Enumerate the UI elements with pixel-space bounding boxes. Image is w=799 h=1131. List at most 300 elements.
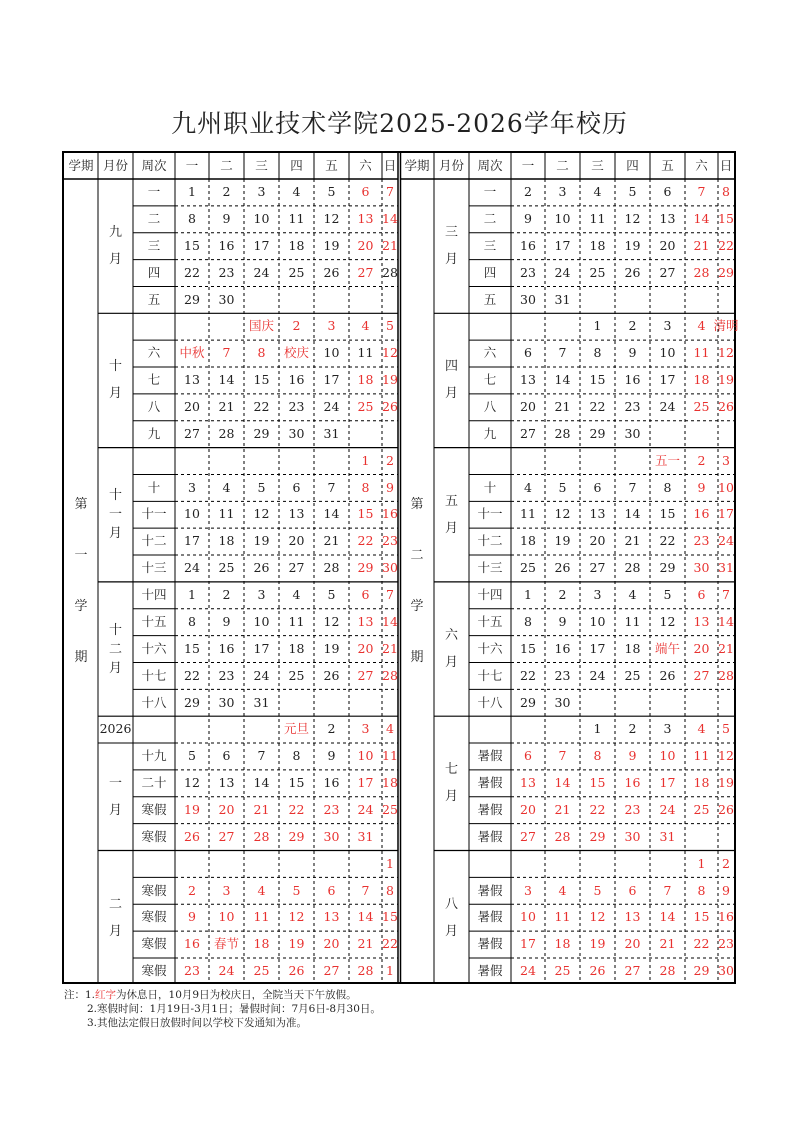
day-cell — [615, 286, 650, 313]
day-cell: 25 — [288, 667, 305, 683]
day-cell: 9 — [386, 479, 394, 495]
day-cell — [650, 689, 685, 716]
day-cell: 6 — [593, 479, 602, 495]
day-cell: 2 — [628, 318, 637, 334]
day-cell: 28 — [718, 667, 734, 683]
day-cell: 29 — [693, 963, 710, 979]
header-7: 五 — [325, 157, 338, 173]
day-cell: 8 — [386, 882, 394, 898]
year-label: 2026 — [99, 721, 132, 737]
day-cell: 15 — [589, 775, 606, 791]
day-cell: 29 — [288, 828, 305, 844]
day-cell: 18 — [382, 775, 398, 791]
day-cell: 25 — [218, 560, 235, 576]
month-label: 二 月 — [108, 896, 122, 939]
day-cell: 9 — [628, 345, 637, 361]
day-cell: 23 — [323, 801, 340, 817]
day-cell: 25 — [520, 560, 536, 576]
day-cell: 2 — [188, 882, 196, 898]
month-label: 一 月 — [108, 775, 122, 818]
day-cell: 7 — [386, 587, 394, 603]
day-cell: 23 — [218, 264, 235, 280]
day-cell — [209, 716, 244, 743]
week-cell: 五 — [483, 291, 497, 307]
day-cell: 7 — [222, 345, 231, 361]
month-label: 三 月 — [444, 225, 458, 268]
week-cell: 十五 — [141, 613, 167, 629]
notes — [64, 988, 381, 1030]
day-cell: 9 — [188, 909, 196, 925]
day-cell: 13 — [184, 372, 200, 388]
day-cell: 18 — [693, 372, 710, 388]
day-cell: 29 — [357, 560, 374, 576]
day-cell: 19 — [323, 640, 340, 656]
day-cell: 17 — [659, 775, 676, 791]
month-label: 八 月 — [444, 896, 458, 939]
day-cell: 31 — [718, 560, 734, 576]
day-cell: 2 — [222, 184, 231, 200]
day-cell: 27 — [693, 667, 710, 683]
day-cell: 25 — [253, 963, 270, 979]
day-cell: 15 — [357, 506, 374, 522]
day-cell: 24 — [357, 801, 374, 817]
day-cell: 5 — [593, 882, 602, 898]
week-cell — [133, 448, 175, 475]
day-cell: 21 — [718, 640, 734, 656]
day-cell: 31 — [357, 828, 374, 844]
day-cell: 10 — [520, 909, 536, 925]
day-cell: 24 — [589, 667, 606, 683]
day-cell: 22 — [589, 399, 606, 415]
day-cell: 28 — [554, 828, 571, 844]
day-cell: 12 — [659, 613, 676, 629]
day-cell: 1 — [697, 855, 706, 871]
day-cell: 4 — [361, 318, 370, 334]
day-cell: 4 — [558, 882, 567, 898]
day-cell: 10 — [589, 613, 606, 629]
day-cell: 21 — [382, 237, 398, 253]
day-cell: 26 — [382, 399, 398, 415]
day-cell: 10 — [659, 345, 676, 361]
day-cell: 16 — [218, 640, 235, 656]
day-cell: 12 — [589, 909, 606, 925]
day-cell: 8 — [722, 184, 730, 200]
day-cell: 7 — [697, 184, 706, 200]
day-cell — [545, 716, 580, 743]
day-cell: 8 — [292, 748, 301, 764]
day-cell: 8 — [257, 345, 266, 361]
day-cell — [580, 448, 615, 475]
day-cell: 30 — [218, 291, 235, 307]
day-cell: 20 — [218, 801, 235, 817]
day-cell: 22 — [659, 533, 676, 549]
month-label: 九 月 — [108, 225, 122, 268]
day-cell: 11 — [382, 748, 398, 764]
day-cell: 8 — [593, 748, 602, 764]
day-cell: 28 — [659, 963, 676, 979]
day-cell: 10 — [253, 211, 270, 227]
day-cell — [314, 851, 349, 878]
note-line-1-text: 为休息日，10月9日为校庆日，全院当天下午放假。 — [116, 989, 357, 1001]
header-3: 一 — [185, 157, 199, 173]
day-cell: 3 — [558, 184, 567, 200]
day-cell: 28 — [693, 264, 710, 280]
day-cell: 4 — [628, 587, 637, 603]
day-cell: 25 — [554, 963, 571, 979]
day-cell: 21 — [323, 533, 340, 549]
day-cell: 6 — [222, 748, 231, 764]
day-cell: 16 — [624, 775, 641, 791]
day-cell: 18 — [253, 936, 270, 952]
day-cell: 6 — [292, 479, 301, 495]
week-cell: 十四 — [141, 587, 167, 603]
header-3: 一 — [521, 157, 535, 173]
day-cell: 28 — [357, 963, 374, 979]
day-cell — [511, 448, 545, 475]
week-cell: 七 — [483, 372, 497, 388]
week-cell: 九 — [483, 425, 497, 441]
day-cell: 19 — [323, 237, 340, 253]
header-0: 学期 — [68, 157, 94, 173]
day-cell: 22 — [718, 237, 734, 253]
day-cell: 11 — [624, 613, 641, 629]
day-cell: 17 — [253, 640, 270, 656]
day-cell: 5 — [327, 184, 336, 200]
day-cell: 26 — [323, 264, 340, 280]
day-cell: 30 — [288, 425, 305, 441]
day-cell: 29 — [589, 425, 606, 441]
day-cell: 26 — [554, 560, 571, 576]
day-cell — [244, 851, 279, 878]
day-cell — [209, 313, 244, 340]
week-cell: 八 — [147, 399, 161, 415]
note-line-1 — [64, 988, 381, 1002]
day-cell — [685, 421, 718, 448]
day-cell: 13 — [323, 909, 340, 925]
week-cell — [469, 313, 511, 340]
header-8: 六 — [695, 157, 708, 173]
day-cell: 1 — [524, 587, 532, 603]
day-cell: 28 — [554, 425, 571, 441]
day-cell — [175, 313, 209, 340]
day-cell: 22 — [693, 936, 710, 952]
header-0: 学期 — [404, 157, 430, 173]
day-cell: 15 — [693, 909, 710, 925]
day-cell: 18 — [520, 533, 536, 549]
week-cell: 九 — [147, 425, 161, 441]
day-cell: 13 — [693, 613, 710, 629]
day-cell: 17 — [323, 372, 340, 388]
header-5: 三 — [591, 157, 604, 173]
week-cell: 暑假 — [477, 936, 503, 952]
day-cell: 27 — [357, 667, 374, 683]
day-cell: 5 — [722, 721, 730, 737]
day-cell: 4 — [292, 184, 301, 200]
day-cell: 2 — [722, 855, 730, 871]
week-cell — [469, 448, 511, 475]
day-cell: 28 — [218, 425, 235, 441]
week-cell — [133, 313, 175, 340]
day-cell: 21 — [624, 533, 641, 549]
day-cell: 12 — [323, 613, 340, 629]
day-cell — [175, 448, 209, 475]
note-prefix: 注：1. — [64, 989, 96, 1001]
day-cell: 10 — [323, 345, 340, 361]
week-cell: 寒假 — [141, 828, 167, 844]
day-cell: 14 — [218, 372, 235, 388]
day-cell: 1 — [593, 318, 602, 334]
day-cell: 12 — [382, 345, 398, 361]
day-cell: 19 — [718, 372, 734, 388]
day-cell: 21 — [218, 399, 235, 415]
day-cell: 6 — [663, 184, 672, 200]
day-cell: 五一 — [654, 452, 680, 468]
day-cell: 7 — [386, 184, 394, 200]
day-cell: 14 — [382, 211, 398, 227]
day-cell: 17 — [520, 936, 536, 952]
day-cell: 1 — [188, 184, 196, 200]
day-cell: 18 — [288, 640, 305, 656]
day-cell: 21 — [382, 640, 398, 656]
day-cell: 13 — [624, 909, 641, 925]
week-cell: 十八 — [141, 694, 167, 710]
week-cell: 十一 — [141, 506, 167, 522]
day-cell: 31 — [253, 694, 270, 710]
week-cell: 十五 — [477, 613, 503, 629]
week-cell — [133, 851, 175, 878]
day-cell — [545, 448, 580, 475]
week-cell: 十 — [147, 479, 161, 495]
day-cell: 春节 — [213, 936, 239, 952]
day-cell: 24 — [554, 264, 571, 280]
day-cell: 23 — [624, 801, 641, 817]
month-label: 十 二 月 — [108, 622, 122, 676]
day-cell: 16 — [624, 372, 641, 388]
day-cell: 21 — [253, 801, 270, 817]
day-cell — [650, 851, 685, 878]
day-cell: 12 — [554, 506, 571, 522]
day-cell: 23 — [218, 667, 235, 683]
day-cell: 8 — [697, 882, 706, 898]
day-cell: 12 — [253, 506, 270, 522]
day-cell: 2 — [558, 587, 567, 603]
day-cell — [279, 286, 314, 313]
day-cell: 18 — [589, 237, 606, 253]
day-cell: 3 — [361, 721, 370, 737]
week-cell — [469, 851, 511, 878]
day-cell: 13 — [659, 211, 676, 227]
header-6: 四 — [626, 157, 639, 173]
day-cell: 2 — [386, 452, 394, 468]
header-9: 日 — [383, 157, 397, 173]
day-cell: 11 — [554, 909, 571, 925]
day-cell: 22 — [382, 936, 398, 952]
week-cell: 七 — [147, 372, 161, 388]
day-cell: 27 — [184, 425, 200, 441]
day-cell: 26 — [253, 560, 270, 576]
day-cell: 26 — [624, 264, 641, 280]
day-cell — [685, 824, 718, 851]
day-cell: 13 — [357, 613, 374, 629]
day-cell: 12 — [288, 909, 305, 925]
day-cell — [615, 448, 650, 475]
day-cell: 14 — [659, 909, 676, 925]
day-cell: 9 — [722, 882, 730, 898]
day-cell: 18 — [554, 936, 571, 952]
day-cell: 4 — [524, 479, 532, 495]
week-cell: 十三 — [477, 560, 503, 576]
day-cell — [279, 851, 314, 878]
header-1: 月份 — [438, 157, 464, 173]
day-cell: 5 — [257, 479, 266, 495]
day-cell: 30 — [520, 291, 536, 307]
day-cell: 29 — [253, 425, 270, 441]
day-cell: 20 — [323, 936, 340, 952]
day-cell: 15 — [718, 211, 734, 227]
day-cell — [650, 286, 685, 313]
day-cell: 4 — [257, 882, 266, 898]
semester-label: 第 二 学 期 — [410, 496, 424, 665]
day-cell: 3 — [327, 318, 336, 334]
day-cell: 3 — [524, 882, 532, 898]
day-cell: 15 — [659, 506, 676, 522]
day-cell: 5 — [327, 587, 336, 603]
day-cell: 18 — [288, 237, 305, 253]
day-cell: 23 — [693, 533, 710, 549]
day-cell: 7 — [361, 882, 370, 898]
day-cell: 1 — [593, 721, 602, 737]
day-cell: 5 — [663, 587, 672, 603]
day-cell: 19 — [382, 372, 398, 388]
day-cell: 22 — [184, 264, 200, 280]
day-cell: 21 — [554, 399, 571, 415]
day-cell: 4 — [697, 721, 706, 737]
day-cell: 23 — [554, 667, 571, 683]
day-cell: 11 — [693, 345, 710, 361]
week-cell: 寒假 — [141, 936, 167, 952]
week-cell: 二十 — [141, 775, 167, 791]
week-cell: 十六 — [141, 640, 167, 656]
day-cell: 13 — [520, 775, 536, 791]
day-cell: 4 — [292, 587, 301, 603]
day-cell: 19 — [253, 533, 270, 549]
day-cell: 15 — [520, 640, 536, 656]
day-cell — [615, 851, 650, 878]
week-cell: 寒假 — [141, 963, 167, 979]
day-cell — [314, 286, 349, 313]
day-cell: 24 — [253, 264, 270, 280]
day-cell — [382, 421, 398, 448]
day-cell: 30 — [693, 560, 710, 576]
day-cell: 3 — [188, 479, 196, 495]
day-cell: 29 — [718, 264, 734, 280]
header-5: 三 — [255, 157, 268, 173]
day-cell: 13 — [357, 211, 374, 227]
day-cell: 3 — [257, 184, 266, 200]
semester-label: 第 一 学 期 — [74, 496, 88, 665]
day-cell: 5 — [628, 184, 637, 200]
month-label: 五 月 — [444, 493, 458, 536]
day-cell: 1 — [386, 963, 394, 979]
day-cell: 2 — [524, 184, 532, 200]
day-cell: 2 — [697, 452, 706, 468]
day-cell: 29 — [184, 694, 200, 710]
day-cell: 26 — [288, 963, 305, 979]
day-cell: 11 — [520, 506, 536, 522]
day-cell: 4 — [593, 184, 602, 200]
day-cell: 6 — [327, 882, 336, 898]
day-cell — [580, 689, 615, 716]
day-cell — [244, 716, 279, 743]
day-cell: 20 — [288, 533, 305, 549]
day-cell: 29 — [659, 560, 676, 576]
day-cell: 16 — [693, 506, 710, 522]
day-cell — [209, 448, 244, 475]
day-cell: 3 — [663, 721, 672, 737]
day-cell: 29 — [520, 694, 536, 710]
day-cell: 中秋 — [179, 345, 205, 361]
week-cell: 暑假 — [477, 801, 503, 817]
day-cell: 26 — [718, 801, 734, 817]
day-cell: 11 — [589, 211, 606, 227]
day-cell: 9 — [524, 211, 532, 227]
day-cell: 25 — [288, 264, 305, 280]
day-cell: 9 — [558, 613, 567, 629]
day-cell: 12 — [718, 748, 734, 764]
day-cell: 31 — [659, 828, 676, 844]
day-cell: 13 — [520, 372, 536, 388]
day-cell: 6 — [524, 345, 532, 361]
week-cell: 十八 — [477, 694, 503, 710]
week-cell: 十七 — [141, 667, 167, 683]
day-cell: 8 — [361, 479, 370, 495]
day-cell: 9 — [628, 748, 637, 764]
day-cell: 14 — [693, 211, 710, 227]
day-cell: 20 — [520, 399, 536, 415]
day-cell: 14 — [624, 506, 641, 522]
day-cell: 28 — [323, 560, 340, 576]
day-cell: 22 — [184, 667, 200, 683]
week-cell: 四 — [147, 264, 161, 280]
day-cell: 14 — [357, 909, 374, 925]
day-cell: 13 — [288, 506, 305, 522]
day-cell: 24 — [718, 533, 734, 549]
day-cell: 7 — [628, 479, 637, 495]
day-cell: 24 — [659, 399, 676, 415]
day-cell — [382, 286, 398, 313]
week-cell: 一 — [483, 184, 497, 200]
day-cell: 30 — [323, 828, 340, 844]
day-cell — [314, 448, 349, 475]
day-cell: 11 — [253, 909, 270, 925]
day-cell: 6 — [697, 587, 706, 603]
day-cell: 3 — [222, 882, 231, 898]
day-cell: 16 — [382, 506, 398, 522]
day-cell: 12 — [184, 775, 200, 791]
day-cell: 30 — [382, 560, 398, 576]
day-cell: 11 — [288, 613, 305, 629]
day-cell — [511, 716, 545, 743]
day-cell: 2 — [292, 318, 301, 334]
day-cell: 8 — [524, 613, 532, 629]
day-cell: 24 — [520, 963, 536, 979]
week-cell: 四 — [483, 264, 497, 280]
day-cell: 23 — [288, 399, 305, 415]
day-cell: 23 — [718, 936, 734, 952]
day-cell: 31 — [554, 291, 571, 307]
week-cell: 五 — [147, 291, 161, 307]
day-cell: 11 — [218, 506, 235, 522]
